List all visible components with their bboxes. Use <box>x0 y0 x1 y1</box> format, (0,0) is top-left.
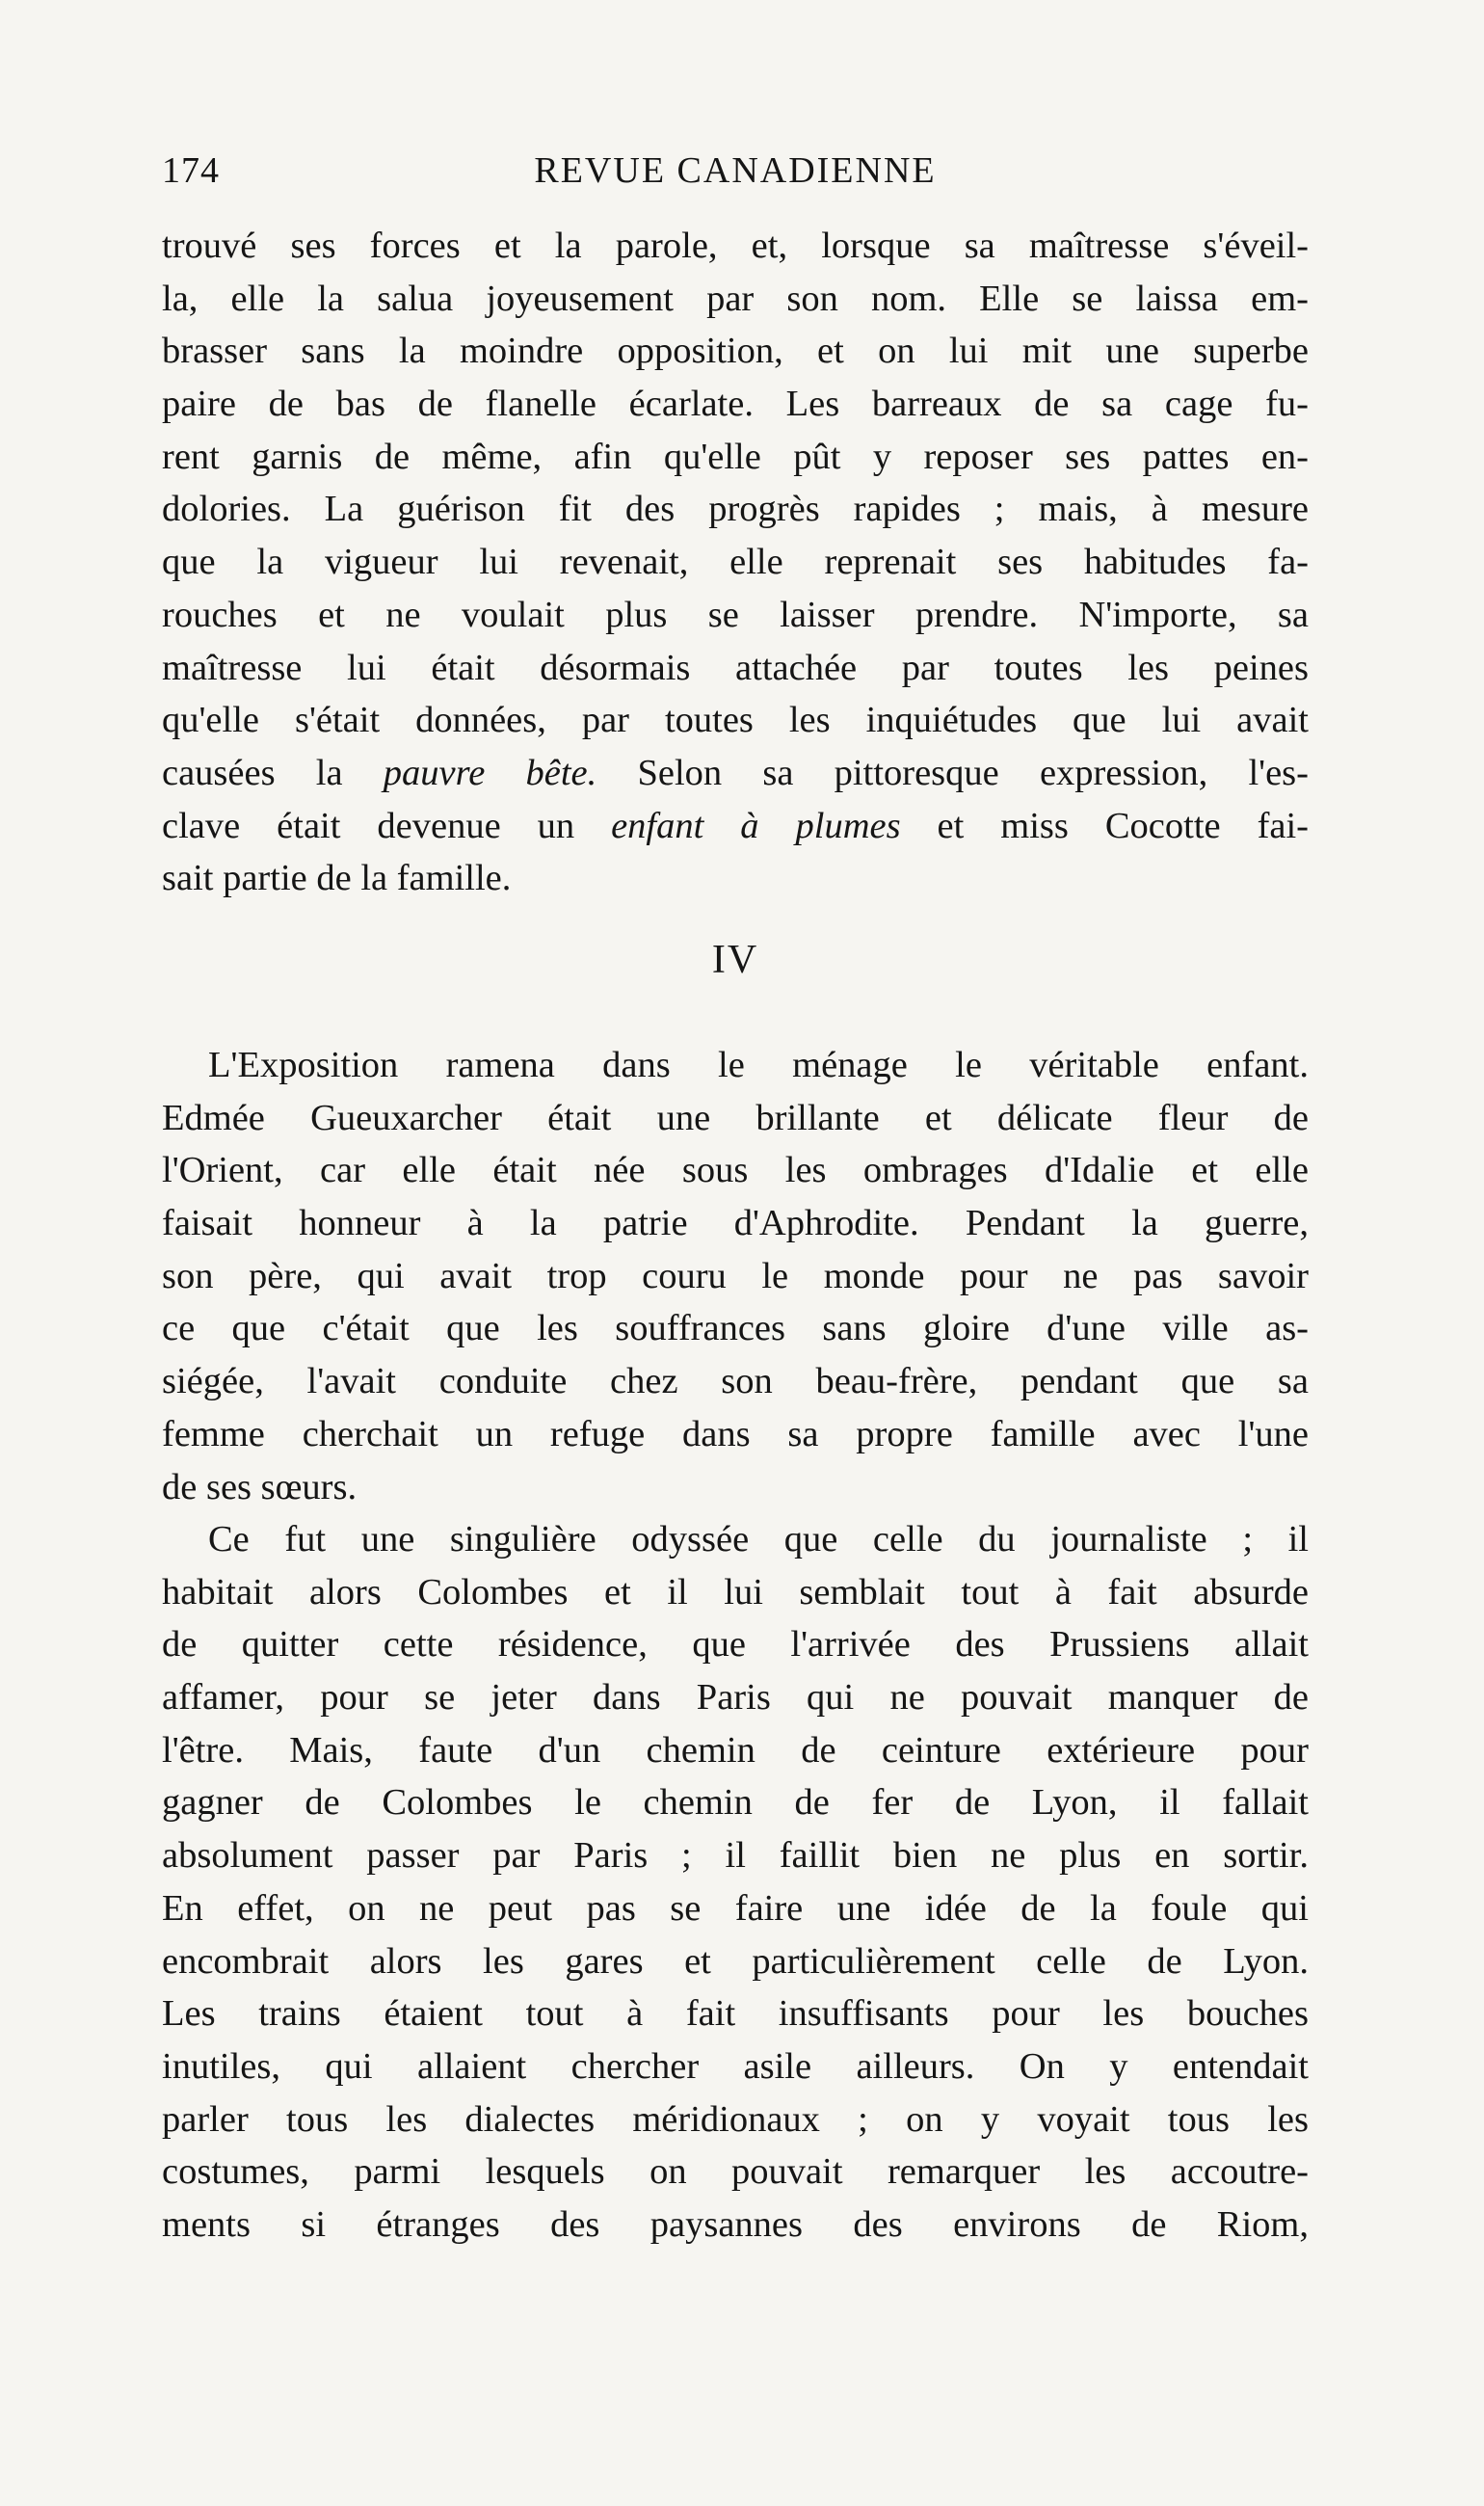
text-line: ce que c'était que les souffrances sans gloire d'une ville as- <box>162 1308 1309 1349</box>
text-line: rouches et ne voulait plus se laisser prendre. N'importe, sa <box>162 594 1309 635</box>
text-line: sait partie de la famille. <box>162 858 512 899</box>
text-line: Ce fut une singulière odyssée que celle du journaliste ; il <box>208 1519 1309 1560</box>
text-line: femme cherchait un refuge dans sa propre famille avec l'une <box>162 1413 1309 1454</box>
text-line: parler tous les dialectes méridionaux ; on y voyait tous les <box>162 2098 1309 2140</box>
text-line: dolories. La guérison fit des progrès rapides ; mais, à mesure <box>162 489 1309 530</box>
text-line: l'Orient, car elle était née sous les ombrages d'Idalie et elle <box>162 1150 1309 1191</box>
text-line: paire de bas de flanelle écarlate. Les barreaux de sa cage fu- <box>162 384 1309 425</box>
text-line: habitait alors Colombes et il lui semblait tout à fait absurde <box>162 1571 1309 1613</box>
page-number: 174 <box>162 150 220 191</box>
text-line: l'être. Mais, faute d'un chemin de ceinture extérieure pour <box>162 1729 1309 1771</box>
text-line: Les trains étaient tout à fait insuffisants pour les bouches <box>162 1993 1309 2035</box>
italic-phrase: pauvre bête. <box>383 752 597 793</box>
text-line: de ses sœurs. <box>162 1466 358 1507</box>
text-line: maîtresse lui était désormais attachée par toutes les peines <box>162 647 1309 688</box>
text-line: siégée, l'avait conduite chez son beau-frère, pendant que sa <box>162 1361 1309 1402</box>
text-line: causées la pauvre bête. Selon sa pittoresque expression, l'es- <box>162 752 1309 793</box>
text-line: absolument passer par Paris ; il faillit bien ne plus en sortir. <box>162 1835 1309 1877</box>
text-line: clave était devenue un enfant à plumes et miss Cocotte fai- <box>162 805 1309 846</box>
text-line: encombrait alors les gares et particulièrement celle de Lyon. <box>162 1940 1309 1982</box>
text-line: gagner de Colombes le chemin de fer de Lyon, il fallait <box>162 1782 1309 1824</box>
text-line: affamer, pour se jeter dans Paris qui ne pouvait manquer de <box>162 1677 1309 1719</box>
text-line: qu'elle s'était données, par toutes les inquiétudes que lui avait <box>162 700 1309 741</box>
text-line: rent garnis de même, afin qu'elle pût y reposer ses pattes en- <box>162 436 1309 477</box>
section-heading: IV <box>711 938 759 982</box>
paragraph-1 <box>162 220 1309 905</box>
text-line: son père, qui avait trop couru le monde pour ne pas savoir <box>162 1255 1309 1296</box>
paragraph-2 <box>162 1039 1309 1513</box>
text-line: la, elle la salua joyeusement par son nom. Elle se laissa em- <box>162 278 1309 319</box>
text-line: Edmée Gueuxarcher était une brillante et délicate fleur de <box>162 1097 1309 1138</box>
italic-phrase: enfant à plumes <box>611 805 901 846</box>
text-line: trouvé ses forces et la parole, et, lorsque sa maîtresse s'éveil- <box>162 226 1309 266</box>
text-line: de quitter cette résidence, que l'arrivée des Prussiens allait <box>162 1624 1309 1666</box>
text-line: inutiles, qui allaient chercher asile ailleurs. On y entendait <box>162 2045 1309 2087</box>
paragraph-3 <box>162 1513 1309 2252</box>
text-line: brasser sans la moindre opposition, et on lui mit une superbe <box>162 331 1309 372</box>
text-line: faisait honneur à la patrie d'Aphrodite. Pendant la guerre, <box>162 1203 1309 1244</box>
running-title: REVUE CANADIENNE <box>534 150 937 191</box>
text-line: ments si étranges des paysannes des environs de Riom, <box>162 2203 1309 2245</box>
text-line: que la vigueur lui revenait, elle reprenait ses habitudes fa- <box>162 542 1309 583</box>
text-line: costumes, parmi lesquels on pouvait remarquer les accoutre- <box>162 2151 1309 2193</box>
text-line: L'Exposition ramena dans le ménage le véritable enfant. <box>208 1045 1309 1085</box>
page-header <box>162 149 1309 207</box>
text-line: En effet, on ne peut pas se faire une idée de la foule qui <box>162 1887 1309 1929</box>
